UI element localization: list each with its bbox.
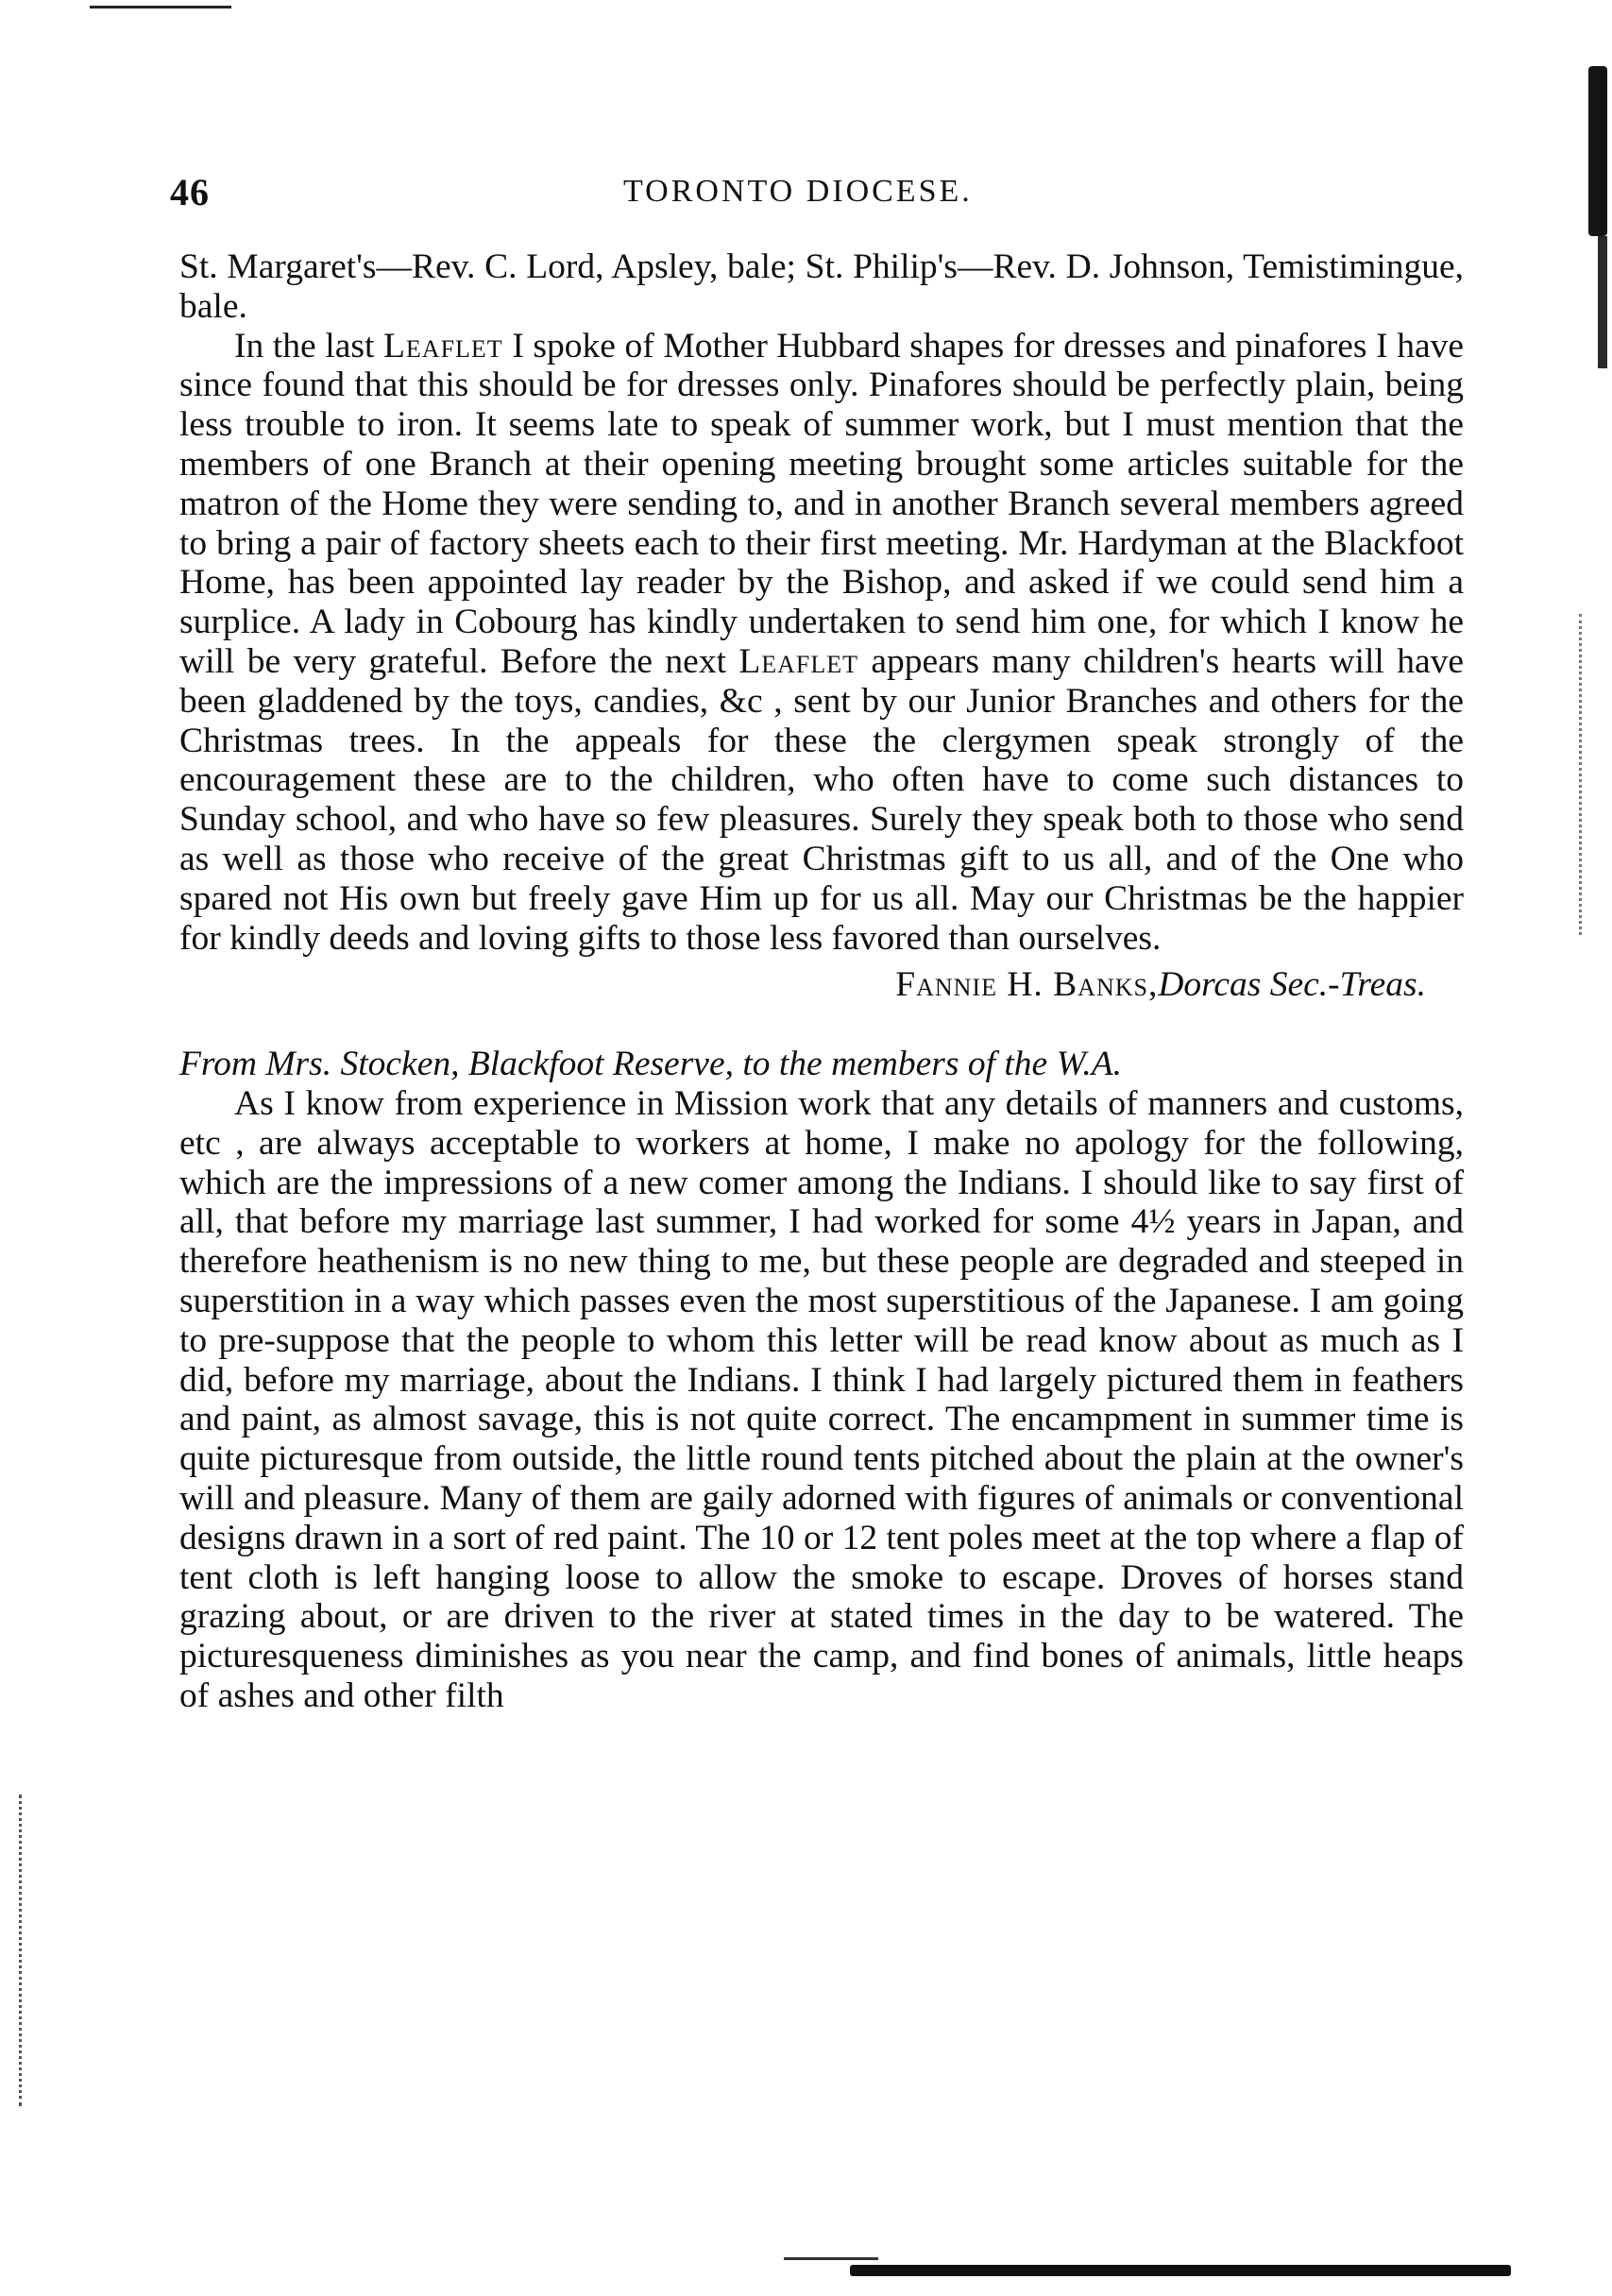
scan-noise-left — [19, 1794, 35, 2106]
scan-mark-top — [90, 6, 231, 9]
article-body — [179, 247, 1464, 1716]
signature-name: Fannie H. Banks, — [895, 965, 1159, 1005]
report-text-part-2: I spoke of Mother Hubbard shapes for dresses and pinafores I have since found that this should be for dresses only. Pinafores should be perfectly plain, being less trouble to iron. It seems late to speak of summer work, but I must mention that the members of one Branch at their opening meeting brought some articles suitable for the matron of the Home they were sending to, and in another Branch several members agreed to bring a pair of factory sheets each to their first meeting. Mr. Hardyman at the Blackfoot Home, has been appointed lay reader by the Bishop, and asked if we could send him a surplice. A lady in Cobourg has kindly undertaken to send him one, for which I know he will be very grateful. Before the next — [179, 326, 1464, 681]
page-number: 46 — [170, 171, 210, 213]
leaflet-title: Leaflet — [383, 326, 503, 366]
dorcas-report-paragraph — [179, 327, 1464, 959]
scan-edge-shadow-lower — [1598, 236, 1607, 368]
report-text-part-1: In the last — [234, 326, 384, 366]
signature-role: Dorcas Sec.-Treas. — [1158, 965, 1426, 1005]
running-head: TORONTO DIOCESE. — [623, 174, 973, 209]
scan-edge-shadow — [1588, 66, 1607, 236]
page-header — [170, 170, 1473, 227]
scan-noise-right — [1579, 614, 1587, 935]
signature-line — [179, 965, 1464, 1005]
branch-list-paragraph: St. Margaret's—Rev. C. Lord, Apsley, bale; St. Philip's—Rev. D. Johnson, Temistimingue, bale. — [179, 247, 1464, 326]
leaflet-title-2: Leaflet — [738, 641, 859, 681]
report-text-part-3: appears many children's hearts will have been gladdened by the toys, candies, &c , sent by our Junior Branches and others for the Christmas trees. In the appeals for these the clergymen speak strongly of the encouragement these are to the children, who often have to come such distances to Sunday school, and who have so few pleasures. Surely they speak both to those who send as well as those who receive of the great Christmas gift to us all, and of the One who spared not His own but freely gave Him up for us all. May our Christmas be the happier for kindly deeds and loving gifts to those less favored than ourselves. — [179, 641, 1464, 958]
scan-mark-bottom — [850, 2265, 1511, 2276]
letter-paragraph: As I know from experience in Mission work that any details of manners and customs, etc , are always acceptable to workers at home, I make no apology for the following, which are the impressions of a new comer among the Indians. I should like to say first of all, that before my marriage last summer, I had worked for some 4½ years in Japan, and therefore heathenism is no new thing to me, but these people are degraded and steeped in superstition in a way which passes even the most superstitious of the Japanese. I am going to pre-suppose that the people to whom this letter will be read know about as much as I did, before my marriage, about the Indians. I think I had largely pictured them in feathers and paint, as almost savage, this is not quite correct. The encampment in summer time is quite picturesque from outside, the little round tents pitched about the plain at the owner's will and pleasure. Many of them are gaily adorned with figures of animals or conventional designs drawn in a sort of red paint. The 10 or 12 tent poles meet at the top where a flap of tent cloth is left hanging loose to allow the smoke to escape. Droves of horses stand grazing about, or are driven to the river at stated times in the day to be watered. The picturesqueness diminishes as you near the camp, and find bones of animals, little heaps of ashes and other filth — [179, 1083, 1464, 1715]
letter-heading: From Mrs. Stocken, Blackfoot Reserve, to the members of the W.A. — [179, 1045, 1123, 1084]
scan-mark-bottom-thin — [784, 2257, 878, 2260]
